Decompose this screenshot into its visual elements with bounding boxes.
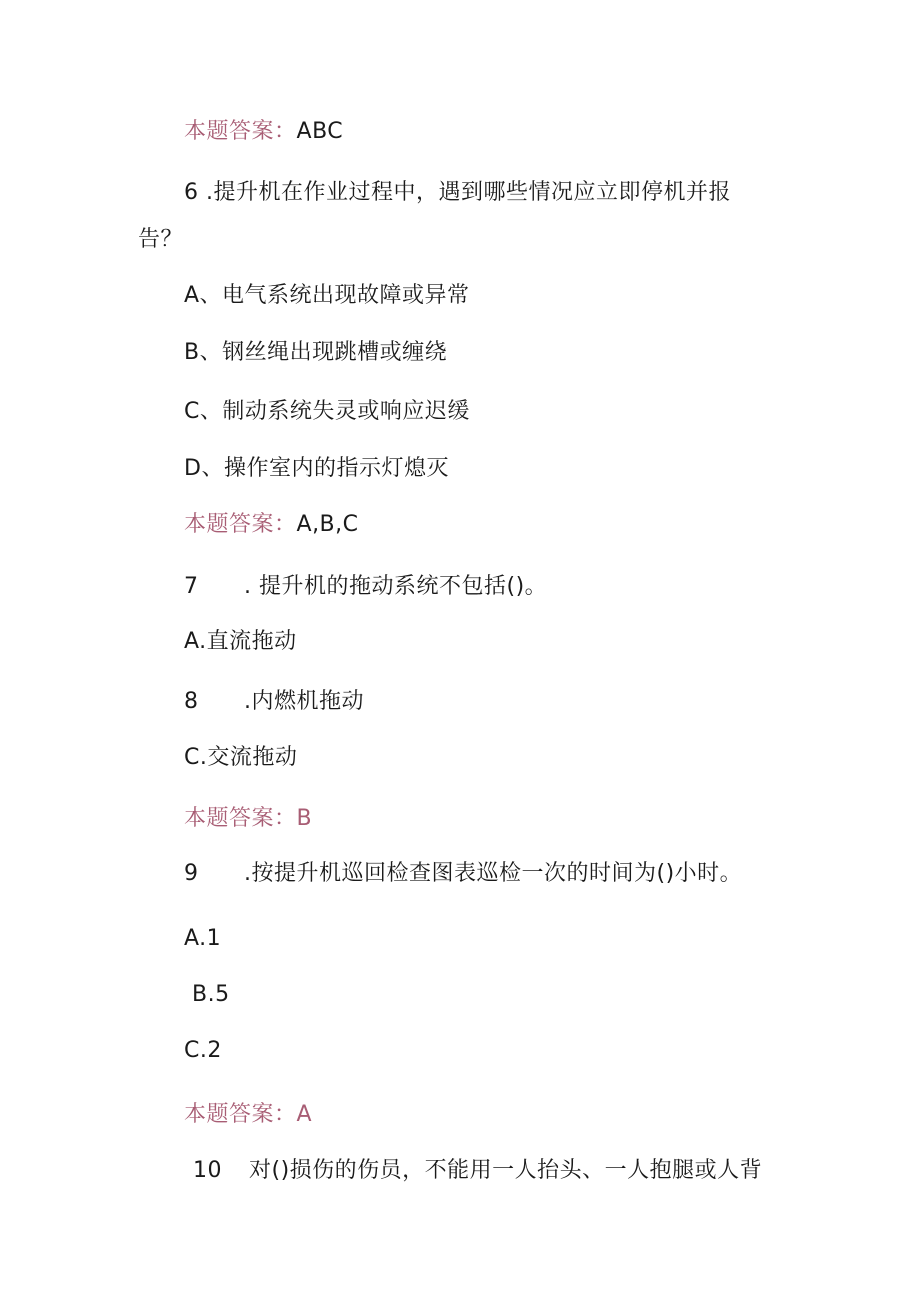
answer-label: 本题答案：	[184, 512, 297, 537]
option-a: A.1	[184, 926, 222, 951]
question-text: . 提升机的拖动系统不包括()。	[244, 574, 548, 599]
answer-q5	[184, 117, 343, 147]
question-text: .按提升机巡回检查图表巡检一次的时间为()小时。	[244, 861, 743, 886]
question-7	[184, 572, 547, 602]
question-10	[193, 1156, 762, 1186]
answer-label: 本题答案：	[184, 119, 297, 144]
option-b: B.5	[192, 982, 230, 1007]
option-number: 8	[184, 689, 199, 714]
answer-label: 本题答案：	[184, 806, 297, 831]
question-6-line2: 告？	[138, 227, 184, 252]
option-text: .内燃机拖动	[244, 689, 364, 714]
question-9	[184, 859, 742, 889]
answer-q7	[184, 804, 312, 834]
question-text: 对()损伤的伤员，不能用一人抬头、一人抱腿或人背	[249, 1158, 763, 1183]
question-number: 10	[193, 1158, 222, 1183]
option-b: B、钢丝绳出现跳槽或缠绕	[184, 340, 448, 365]
question-number: 6	[184, 180, 199, 205]
answer-label: 本题答案：	[184, 1102, 297, 1127]
answer-value: ABC	[296, 119, 344, 144]
question-text: .提升机在作业过程中，遇到哪些情况应立即停机并报	[206, 180, 731, 205]
question-6-line1	[184, 178, 731, 208]
answer-q9	[184, 1100, 312, 1130]
option-c: C、制动系统失灵或响应迟缓	[184, 399, 470, 424]
option-a: A.直流拖动	[184, 629, 297, 654]
answer-value: A,B,C	[296, 512, 359, 537]
answer-q6	[184, 510, 359, 540]
option-d: D、操作室内的指示灯熄灭	[184, 456, 449, 481]
option-c: C.2	[184, 1038, 222, 1063]
question-number: 7	[184, 574, 199, 599]
option-c: C.交流拖动	[184, 745, 298, 770]
option-a: A、电气系统出现故障或异常	[184, 283, 470, 308]
option-b	[184, 687, 364, 717]
answer-value: A	[296, 1102, 313, 1127]
question-number: 9	[184, 861, 199, 886]
answer-value: B	[296, 806, 313, 831]
